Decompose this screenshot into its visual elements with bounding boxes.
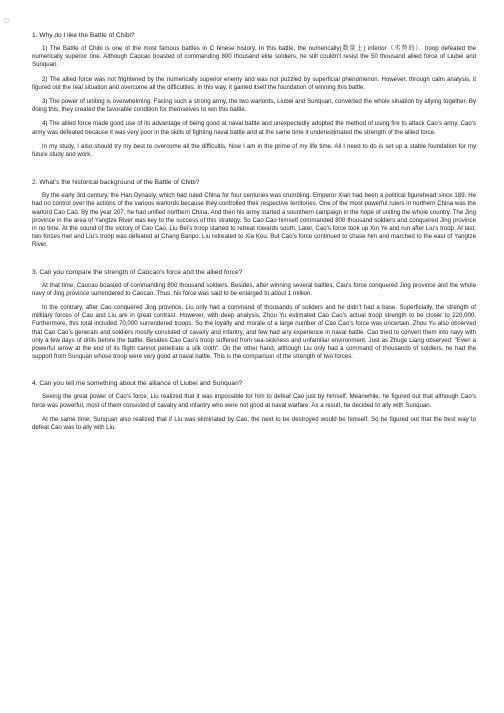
paragraph: At the same time, Sunquan also realized that if Liu was eliminated by Cao, the next to be destroyed would be himself. So he figured out that the best way to defeat Cao was to ally with Liu. [32,415,476,432]
paragraph: In the contrary, after Cao conquered Jing province, Liu only had a command of thousands of soliders and he didn’t had a base. Superficially, the strength of millitary forces of Cao and Liu are in great contrast. However, with deep analysis, Zhou Yu estimated Cao Cao’s actual troop strength to be closer to 220,000. Furthermore, this total included 70,000 surrendered troops. So the loyalty and morale of a large number of Cao Cao’s force was uncertain. Zhou Yu also observed that Cao Cao’s generals and soldiers mostly consisted of cavalry and infantry, and few had any experience in naval battle. Cao tried to convert them into navy with only a few days of drills before the battle. Besides Cao Cao’s troop suffered from sea-sickness and unfamiliar environment. Just as Zhuge Liang observed: "Even a powerful arrow at the end of its flight cannot penetrate a silk cloth". On the other hand, although Liu only had a command of thousands of soldiers, he had the support from Sunquan whose troop were very good at naval battle. This is the comparison of the strength of two forces. [32,304,476,361]
question-heading: 4. Can you tell me something about the alliance of Liubei and Sunquan? [32,380,243,388]
paragraph: 2) The allied force was not frightened by the numerically superior enemy and was not puzzled by superficial phenomenon. However, through calm analysis, it figured out the real situation and overcome all the difficulties. In this way, it gained itself the foundation of winning this battle. [32,75,476,91]
section-spacer [32,367,476,379]
section-spacer [32,165,476,178]
paragraph: Seeing the great power of Cao’s force, Liu realized that it was impossible for him to defeat Cao just by himself. Meanwhile, he figured out that although Cao’s force was powerful, most of them consisted of cavalry and infantry who were not good at naval warfare. As a result, he decided to ally with Sunquan. [32,393,476,409]
corner-mark: □ [4,18,9,24]
question-heading: 3. Can you compare the strength of Caocao’s force and the allied force? [32,268,243,276]
section-1 [32,31,476,159]
question-heading: 2. What’s the historical background of the Battle of Chibi? [32,179,200,187]
paragraph: 3) The power of uniting is overwhelming. Facing such a strong army, the two warlords, Liubei and Sunquan, converted the whole situation by allying together. By doing this, they created the favorable condition for themselves to win this battle. [32,98,476,114]
paragraph: By the early 3rd century, the Han Dynasty, which had ruled China for four centuries was crumbling. Emperor Xian had been a political figurehead since 189. He had no control over the actions of the various warlords because they controlled their respective territories. One of the most powerful rulers in northern China was the warlord Cao Cao. By the year 207, he had unified northern China. And then his army started a sounthern campaign in the hope of uniting the whole country. The Jing province in the area of Yangtze River was key to the success of this strategy. So Cao Cao himself commanded 800 thousand soldiers and conquered Jing province in no time. At the sound of the victory of Cao Cao, Liu Bei’s troop started to retreat towards south. Later, Cao’s force took up Xin Ye and run after Liu’s troop. At last, two forces met and Liu’s troop was defeated at Chang Banpo. Liu retreated to Xia Kou. But Cao’s force continued to chase him and marched to the east of Yangtze River. [32,192,476,249]
document-body [32,31,476,438]
question-heading: 1. Why do I like the Battle of Chibi? [32,32,135,39]
section-spacer [32,256,476,268]
paragraph: At that time, Caocao boasted of commanding 800 thousand soldiers. Besides, after winning several battles, Cao’s force conquered Jing province and the whole navy of Jing province surrendered to Caocao. Thus, his force was said to be enlarged to about 1 million. [32,281,476,297]
section-2 [32,178,476,249]
paragraph: In my study, I also should try my best to overcome all the difficultis. Now I am in the prime of my life time. All I need to do is set up a stable foundation for my future study and work. [32,142,476,159]
section-3 [32,268,476,362]
section-4 [32,379,476,432]
paragraph: 1) The Battle of Chibi is one of the most famous battles in C hinese history. In this battle, the numerically(数量上) inferior（劣势的） troop defeated the numerically superior one. Although Caocao boasted of commanding 800 thousand elite soldiers, he still couldn’t resist the 50 thousand allied force of Liubei and Sunquan. [32,45,476,69]
paragraph: 4) The allied force made good use of its advantage of being good at naval battle and unexpectedly adopted the method of using fire to attack Cao’s army. Cao’s army was defeated because it was very poor in the skills of fighting naval battle and at the same time it underestimated the strength of the allied force. [32,120,476,136]
